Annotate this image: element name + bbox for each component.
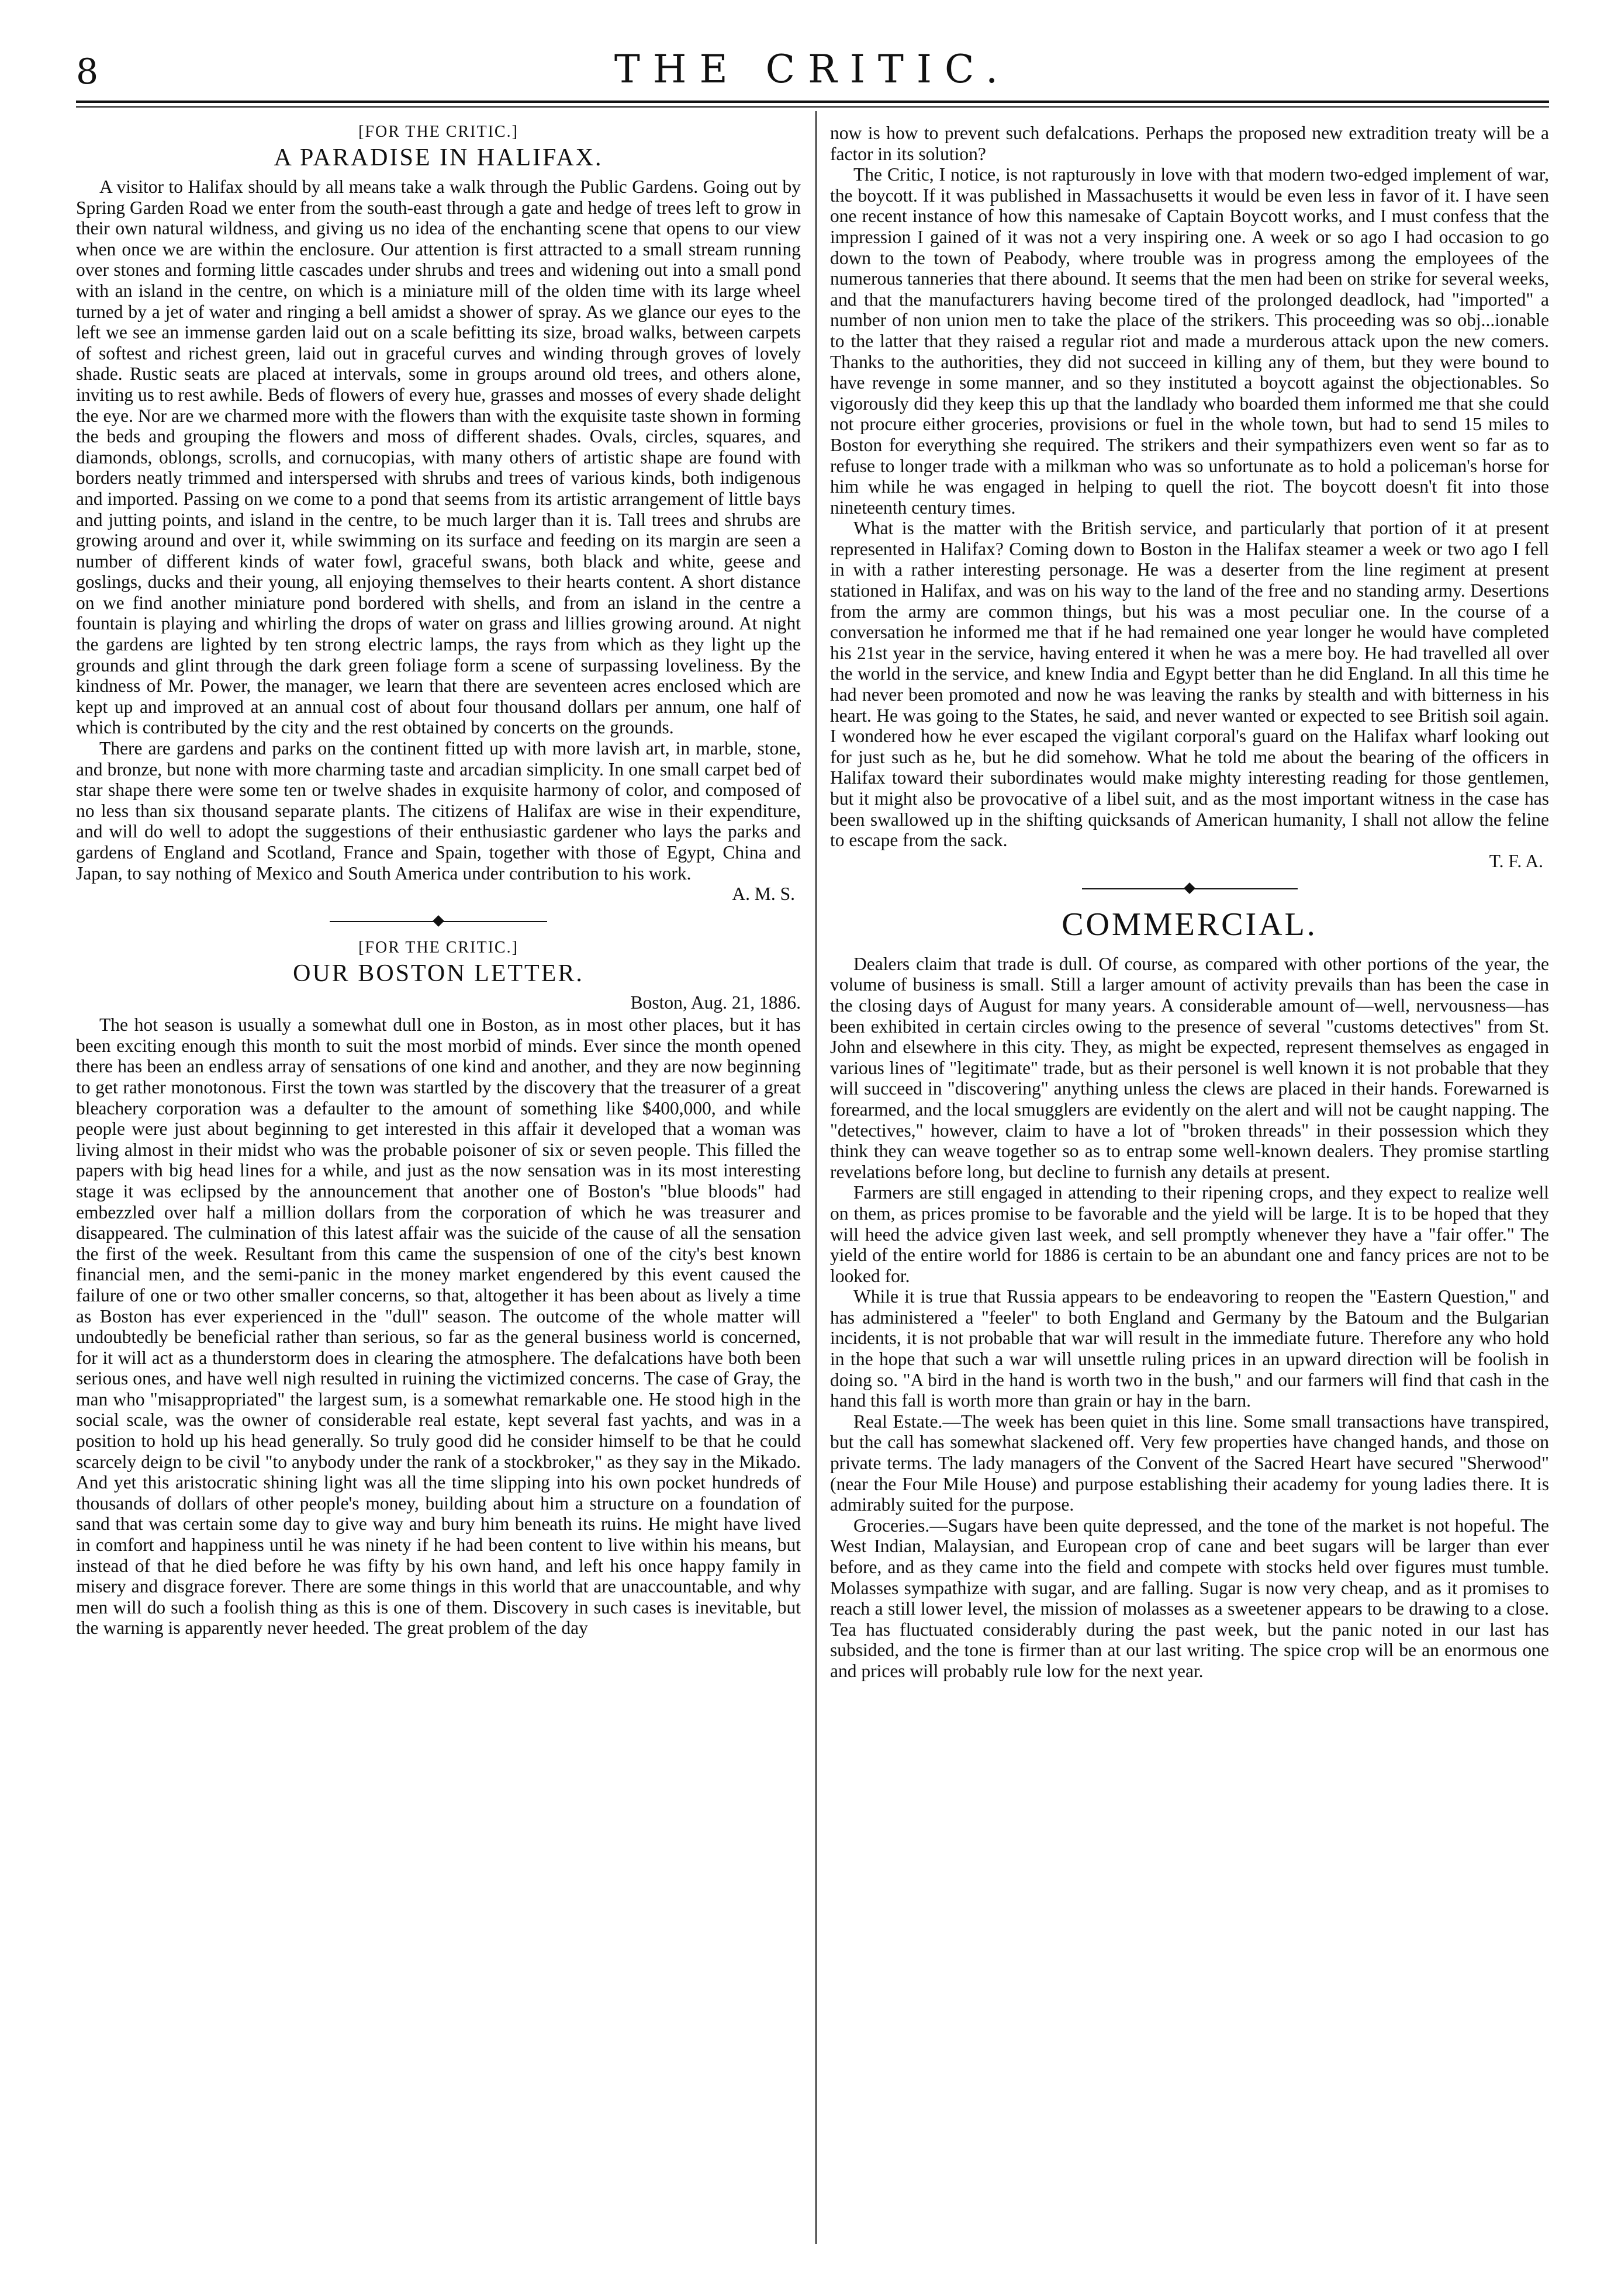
article-paradise-in-halifax: [76, 123, 801, 905]
section-title: COMMERCIAL.: [1062, 906, 1318, 943]
ornament-diamond-icon: [1184, 882, 1195, 894]
page-number: 8: [76, 51, 99, 92]
right-column: [830, 123, 1549, 1682]
article-signature: A. M. S.: [732, 884, 795, 905]
section-ornament: [830, 880, 1549, 898]
page-header: [76, 47, 1549, 99]
article-title: A PARADISE IN HALIFAX.: [274, 144, 603, 171]
section-ornament: [76, 913, 801, 930]
article-paragraph: Farmers are still engaged in attending to their ripening crops, and they expect to realize well on them, as prices promise to be favorable and the yield will be large. It is to be hoped that they will heed the advice given last week, and sell promptly whenever they have a "fair offer." The yield of the entire world for 1886 is certain to be an abundant one and fancy prices are not to be looked for.: [830, 1182, 1549, 1286]
article-paragraph: A visitor to Halifax should by all means take a walk through the Public Gardens. Going out by Spring Garden Road we enter from the south-east through a gate and hedge of trees left to grow in their own natural wildness, and giving us no idea of the enchanting scene that opens to our view when once we are within the enclosure. Our attention is first attracted to a small stream running over stones and forming little cascades under shrubs and trees and widening out into a small pond with an island in the centre, on which is a miniature mill of the olden time with its large wheel turned by a jet of water and ringing a bell amidst a shower of spray. As we glance our eyes to the left we see an immense garden laid out on a scale befitting its size, broad walks, between carpets of softest and richest green, laid out in graceful curves and winding through groves of lovely shade. Rustic seats are placed at intervals, some in groups around old trees, and others alone, inviting us to rest awhile. Beds of flowers of every hue, grasses and mosses of every shade delight the eye. Nor are we charmed more with the flowers than with the exquisite taste shown in forming the beds and grouping the flowers and moss of different shades. Ovals, circles, squares, and diamonds, oblongs, scrolls, and cornucopias, with many others of artistic shape are found with borders neatly trimmed and interspersed with shrubs and trees of various kinds, both indigenous and imported. Passing on we come to a pond that seems from its artistic arrangement of little bays and jutting points, and island in the centre, to be much larger than it is. Tall trees and shrubs are growing around and over it, while swimming on its surface and feeding on its margin are seen a number of different kinds of water fowl, graceful swans, both black and white, geese and goslings, ducks and their young, all enjoying themselves to their hearts content. A short distance on we find another miniature pond bordered with shells, and from an island in the centre a fountain is playing and whirling the drops of water on grass and lillies growing around. At night the gardens are lighted by ten strong electric lamps, the rays from which as they light up the grounds and glint through the dark green foliage form a scene of surpassing loveliness. By the kindness of Mr. Power, the manager, we learn that there are seventeen acres enclosed which are kept up and improved at an annual cost of about four thousand dollars per annum, one half of which is contributed by the city and the rest obtained by concerts on the grounds.: [76, 176, 801, 738]
header-rule-thin: [76, 106, 1549, 108]
commercial-section: [830, 906, 1549, 1682]
left-column: [76, 123, 801, 1639]
masthead-title: THE CRITIC.: [614, 47, 1011, 92]
column-divider: [815, 111, 817, 2244]
article-paragraph: While it is true that Russia appears to be endeavoring to reopen the "Eastern Question," and has administered a "feeler" to both England and Germany by the Batoum and the Bulgarian incidents, it is not probable that war will result in the immediate future. Therefore any who hold in the hope that such a war will unsettle ruling prices in an upward direction will be foolish in doing so. "A bird in the hand is worth two in the bush," and our farmers will find that cash in the hand this fall is worth more than grain or hay in the barn.: [830, 1286, 1549, 1411]
article-boston-letter: [76, 939, 801, 1639]
article-title: OUR BOSTON LETTER.: [293, 960, 584, 988]
article-paragraph: The Critic, I notice, is not rapturously in love with that modern two-edged implement of war, the boycott. If it was published in Massachusetts it would be even less in favor of it. I have seen one recent instance of how this namesake of Captain Boycott works, and I must confess that the impression I gained of it was not a very inspiring one. A week or so ago I had occasion to go down to the town of Peabody, where trouble was in progress among the employees of the numerous tanneries that there abound. It seems that the men had been on strike for several weeks, and that the manufacturers having become tired of the prolonged deadlock, had "imported" a number of non union men to take the place of the strikers. This proceeding was so obj...ionable to the latter that they raised a regular riot and made a murderous attack upon the new comers. Thanks to the authorities, they did not succeed in killing any of them, but they were bound to have revenge in some manner, and so they instituted a boycott against the objectionables. So vigorously did they keep this up that the landlady who boarded them informed me that she could not procure either groceries, provisions or fuel in the whole town, but had to send 15 miles to Boston for everything she required. The strikers and their sympathizers even went so far as to refuse to longer trade with a milkman who was so unfortunate as to hold a policeman's horse for him while he was engaged in helping to quell the riot. The boycott doesn't fit into those nineteenth century times.: [830, 164, 1549, 518]
article-paragraph: The hot season is usually a somewhat dull one in Boston, as in most other places, but it has been exciting enough this month to suit the most morbid of minds. Ever since the month opened there has been an endless array of sensations of one kind and another, and they are now beginning to get rather monotonous. First the town was startled by the discovery that the treasurer of a great bleachery corporation was a defaulter to the amount of something like $400,000, and while people were just about beginning to get interested in this affair it developed that a woman was living almost in their midst who was the probable poisoner of six or seven people. This filled the papers with big head lines for a while, and just as the now sensation was in its most interesting stage it was eclipsed by the announcement that another one of Boston's "blue bloods" had embezzled over half a million dollars from the corporation of which he was treasurer and disappeared. The culmination of this latest affair was the suicide of the cause of all the sensation the first of the week. Resultant from this came the suspension of one of the city's best known financial men, and the semi-panic in the money market engendered by this event caused the failure of one or two other smaller concerns, so that, altogether it has been about as lively a time as Boston has ever experienced in the "dull" season. The outcome of the whole matter will undoubtedly be beneficial rather than serious, so far as the general business world is concerned, for it will act as a thunderstorm does in clearing the atmosphere. The defalcations have both been serious ones, and have well nigh resulted in ruining the victimized concerns. The case of Gray, the man who "misappropriated" the largest sum, is a somewhat remarkable one. He stood high in the social scale, was the owner of considerable real estate, kept several fast yachts, and was in a position to hold up his head generally. So truly good did he consider himself to be that he could scarcely deign to be civil "to anybody under the rank of a stockbroker," as they say in the Mikado. And yet this aristocratic shining light was all the time slipping into his own pocket hundreds of thousands of dollars of other people's money, building about him a structure on a foundation of sand that was certain some day to give way and bury him beneath its ruins. He might have lived in comfort and happiness until he was ninety if he had been content to live within his means, but instead of that he died before he was fifty by his own hand, and left his once happy family in misery and disgrace forever. There are some things in this world that are unaccountable, and why men will do such a foolish thing as this is one of them. Discovery in such cases is inevitable, but the warning is apparently never heeded. The great problem of the day: [76, 1014, 801, 1639]
article-kicker: [FOR THE CRITIC.]: [358, 123, 518, 141]
article-paragraph: What is the matter with the British service, and particularly that portion of it at present represented in Halifax? Coming down to Boston in the Halifax steamer a week or two ago I fell in with a rather interesting personage. He was a deserter from the line regiment at present stationed in Halifax, and was on his way to the land of the free and no standing army. Desertions from the army are common things, but his was a most peculiar one. In the course of a conversation he informed me that if he had remained one year longer he would have completed his 21st year in the service, having entered it when he was a mere boy. He had travelled all over the world in the service, and knew India and Egypt better than he did England. In all this time he had never been promoted and now he was leaving the ranks by stealth and with bitterness in his heart. He was going to the States, he said, and never wanted or expected to see British soil again. I wondered how he ever escaped the vigilant corporal's guard on the Halifax wharf looking out for just such as he, but he did somehow. What he told me about the bearing of the officers in Halifax toward their subordinates would make mighty interesting reading for those gentlemen, but it might also be provocative of a libel suit, and as the most important witness in the case has been swallowed up in the shifting quicksands of American humanity, I shall not allow the feline to escape from the sack.: [830, 518, 1549, 851]
article-paragraph: There are gardens and parks on the continent fitted up with more lavish art, in marble, stone, and bronze, but none with more charming taste and arcadian simplicity. In one small carpet bed of star shape there were some ten or twelve shades in exquisite harmony of color, and composed of no less than six thousand separate plants. The citizens of Halifax are wise in their expenditure, and will do well to adopt the suggestions of their enthusiastic gardener who lays the parks and gardens of England and Scotland, France and Spain, together with those of Egypt, China and Japan, to say nothing of Mexico and South America under contribution to his work.: [76, 738, 801, 884]
article-kicker: [FOR THE CRITIC.]: [358, 939, 518, 957]
article-paragraph: Real Estate.—The week has been quiet in this line. Some small transactions have transpired, but the call has somewhat slackened off. Very few properties have changed hands, and those on private terms. The lady managers of the Convent of the Sacred Heart have secured "Sherwood" (near the Four Mile House) and purpose establishing their academy for young ladies there. It is admirably suited for the purpose.: [830, 1411, 1549, 1515]
boston-letter-continuation: [830, 123, 1549, 872]
header-rule: [76, 101, 1549, 103]
article-paragraph: now is how to prevent such defalcations. Perhaps the proposed new extradition treaty will be a factor in its solution?: [830, 123, 1549, 164]
article-signature: T. F. A.: [1489, 850, 1543, 871]
article-paragraph: Dealers claim that trade is dull. Of course, as compared with other portions of the year, the volume of business is small. Still a larger amount of activity prevails than has been the case in the closing days of August for many years. A considerable amount of—well, nervousness—has been exhibited in certain circles owing to the presence of several "customs detectives" from St. John and elsewhere in this city. They, as might be expected, represent themselves as engaged in various lines of "legitimate" trade, but as their personel is well known it is not probable that they will succeed in "discovering" anything unless the clews are placed in their hands. Forewarned is forearmed, and the local smugglers are evidently on the alert and will not be caught napping. The "detectives," however, claim to have a lot of "broken threads" in their possession which they think they can weave together so as to entrap some well-known dealers. They promise startling revelations before long, but decline to furnish any details at present.: [830, 953, 1549, 1182]
article-dateline: Boston, Aug. 21, 1886.: [630, 992, 801, 1013]
ornament-diamond-icon: [433, 915, 444, 927]
article-paragraph: Groceries.—Sugars have been quite depressed, and the tone of the market is not hopeful. The West Indian, Malaysian, and European crop of cane and beet sugars will be larger than ever before, and as they came into the field and compete with stocks held over figures must tumble. Molasses sympathize with sugar, and are falling. Sugar is now very cheap, and as it promises to reach a still lower level, the mission of molasses as a sweetener appears to be drawing to a close. Tea has fluctuated considerably during the past week, but the panic noted in our last has subsided, and the tone is firmer than at our last writing. The spice crop will be an enormous one and prices will probably rule low for the next year.: [830, 1515, 1549, 1681]
